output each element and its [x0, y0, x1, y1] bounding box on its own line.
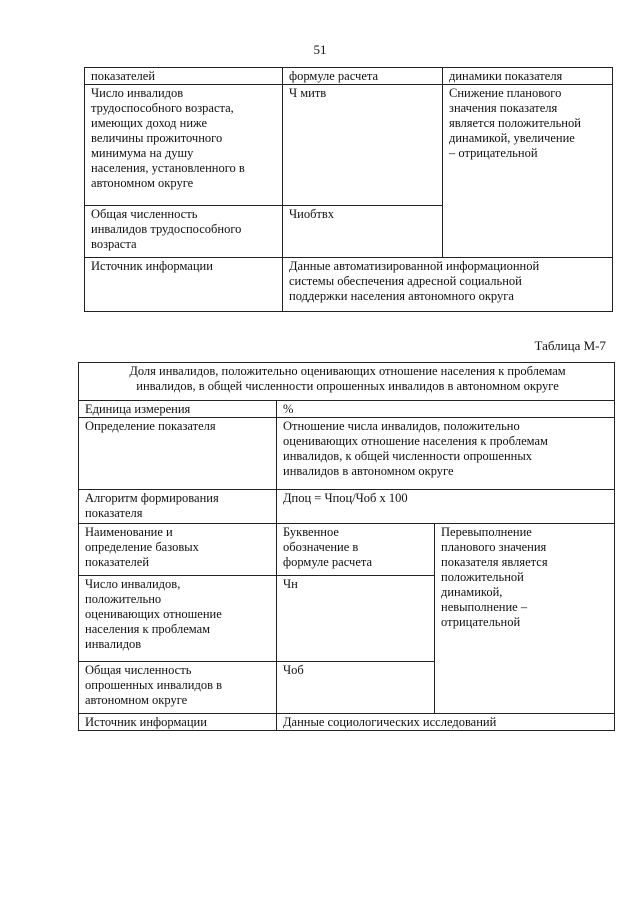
header-dynamics: динамики показателя	[443, 68, 613, 85]
base-indicator-name: Число инвалидов, положительно оценивающих отношение населения к проблемам инвалидов	[79, 576, 277, 662]
definition-label: Определение показателя	[79, 418, 277, 490]
dynamics-description: Перевыполнение планового значения показателя является положительной динамикой, невыполнение – отрицательной	[435, 524, 615, 714]
source-label: Источник информации	[85, 258, 283, 312]
base-indicator-symbol: Чн	[277, 576, 435, 662]
algorithm-label: Алгоритм формирования показателя	[79, 490, 277, 524]
table-caption: Таблица М-7	[534, 338, 606, 353]
unit-value: %	[277, 401, 615, 418]
definition-row	[79, 418, 615, 490]
base-indicator-symbol: Чоб	[277, 662, 435, 714]
indicator-title: Доля инвалидов, положительно оценивающих отношение населения к проблемам инвалидов, в общей численности опрошенных инвалидов в автономном округе	[79, 363, 615, 401]
base-indicator-symbol: Чиобтвх	[283, 206, 443, 258]
indicator-table-continued	[84, 67, 613, 312]
base-header-row	[79, 524, 615, 576]
base-indicators-label: Наименование и определение базовых показателей	[79, 524, 277, 576]
source-label: Источник информации	[79, 714, 277, 731]
source-value: Данные автоматизированной информационной системы обеспечения адресной социальной поддержки населения автономного округа	[283, 258, 613, 312]
algorithm-row	[79, 490, 615, 524]
dynamics-description: Снижение планового значения показателя является положительной динамикой, увеличение – отрицательной	[443, 85, 613, 258]
title-row	[79, 363, 615, 401]
source-value: Данные социологических исследований	[277, 714, 615, 731]
algorithm-formula: Дпоц = Чпоц/Чоб х 100	[277, 490, 615, 524]
source-row	[85, 258, 613, 312]
page-number: 51	[313, 42, 327, 57]
source-row	[79, 714, 615, 731]
base-indicator-name: Число инвалидов трудоспособного возраста, имеющих доход ниже величины прожиточного минимума на душу населения, установленного в автономном округе	[85, 85, 283, 206]
header-indicators: показателей	[85, 68, 283, 85]
base-indicator-name: Общая численность опрошенных инвалидов в автономном округе	[79, 662, 277, 714]
header-formula: формуле расчета	[283, 68, 443, 85]
unit-label: Единица измерения	[79, 401, 277, 418]
indicator-table-m7	[78, 362, 615, 731]
base-indicator-name: Общая численность инвалидов трудоспособного возраста	[85, 206, 283, 258]
table-header-row	[85, 68, 613, 85]
definition-value: Отношение числа инвалидов, положительно оценивающих отношение населения к проблемам инвалидов, к общей численности опрошенных инвалидов в автономном округе	[277, 418, 615, 490]
unit-row	[79, 401, 615, 418]
table-row	[85, 85, 613, 206]
base-indicator-symbol: Ч митв	[283, 85, 443, 206]
symbol-header: Буквенное обозначение в формуле расчета	[277, 524, 435, 576]
